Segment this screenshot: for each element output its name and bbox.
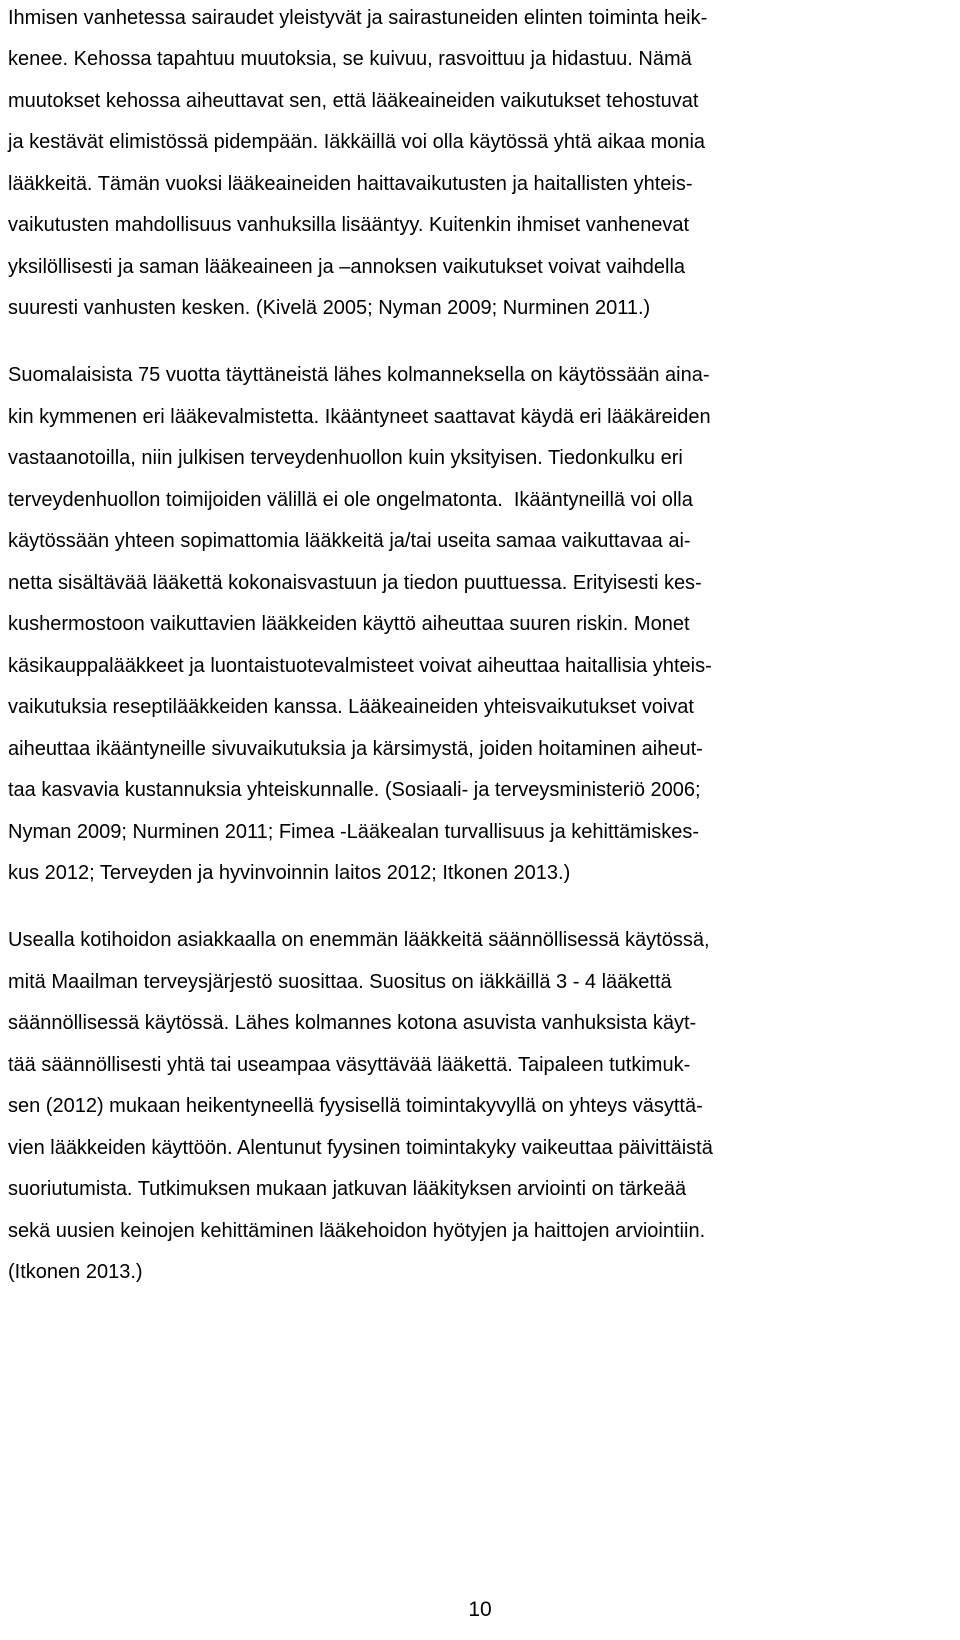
text-line: lääkkeitä. Tämän vuoksi lääkeaineiden haittavaikutusten ja haitallisten yhteis-: [8, 173, 693, 195]
text-line: suuresti vanhusten kesken. (Kivelä 2005; Nyman 2009; Nurminen 2011.): [8, 297, 651, 319]
text-line: Suomalaisista 75 vuotta täyttäneistä lähes kolmanneksella on käytössään aina-: [8, 364, 710, 386]
text-line: yksilöllisesti ja saman lääkeaineen ja –annoksen vaikutukset voivat vaihdella: [8, 256, 686, 278]
text-line: (Itkonen 2013.): [8, 1261, 143, 1283]
text-line: kushermostoon vaikuttavien lääkkeiden käyttö aiheuttaa suuren riskin. Monet: [8, 613, 690, 635]
text-line: sen (2012) mukaan heikentyneellä fyysisellä toimintakyvyllä on yhteys väsyttä-: [8, 1095, 703, 1117]
text-line: terveydenhuollon toimijoiden välillä ei ole ongelmatonta. Ikääntyneillä voi olla: [8, 489, 693, 511]
text-line: käytössään yhteen sopimattomia lääkkeitä ja/tai useita samaa vaikuttavaa ai-: [8, 530, 691, 552]
text-line: sekä uusien keinojen kehittäminen lääkehoidon hyötyjen ja haittojen arviointiin.: [8, 1220, 706, 1242]
text-line: tää säännöllisesti yhtä tai useampaa väsyttävää lääkettä. Taipaleen tutkimuk-: [8, 1054, 691, 1076]
text-line: ja kestävät elimistössä pidempään. Iäkkäillä voi olla käytössä yhtä aikaa monia: [8, 131, 706, 153]
text-line: muutokset kehossa aiheuttavat sen, että lääkeaineiden vaikutukset tehostuvat: [8, 90, 699, 112]
text-line: suoriutumista. Tutkimuksen mukaan jatkuvan lääkityksen arviointi on tärkeää: [8, 1178, 687, 1200]
text-line: aiheuttaa ikääntyneille sivuvaikutuksia ja kärsimystä, joiden hoitaminen aiheut-: [8, 738, 703, 760]
text-line: taa kasvavia kustannuksia yhteiskunnalle. (Sosiaali- ja terveysministeriö 2006;: [8, 779, 701, 801]
text-line: kin kymmenen eri lääkevalmistetta. Ikääntyneet saattavat käydä eri lääkäreiden: [8, 406, 711, 428]
text-line: vastaanotoilla, niin julkisen terveydenhuollon kuin yksityisen. Tiedonkulku eri: [8, 447, 683, 469]
text-line: vaikutusten mahdollisuus vanhuksilla lisääntyy. Kuitenkin ihmiset vanhenevat: [8, 214, 690, 236]
text-line: kus 2012; Terveyden ja hyvinvoinnin laitos 2012; Itkonen 2013.): [8, 862, 571, 884]
text-line: säännöllisessä käytössä. Lähes kolmannes kotona asuvista vanhuksista käyt-: [8, 1012, 697, 1034]
text-line: kenee. Kehossa tapahtuu muutoksia, se kuivuu, rasvoittuu ja hidastuu. Nämä: [8, 48, 692, 70]
text-line: käsikauppalääkkeet ja luontaistuotevalmisteet voivat aiheuttaa haitallisia yhteis-: [8, 655, 712, 677]
text-line: netta sisältävää lääkettä kokonaisvastuun ja tiedon puuttuessa. Erityisesti kes-: [8, 572, 702, 594]
text-line: Nyman 2009; Nurminen 2011; Fimea -Lääkealan turvallisuus ja kehittämiskes-: [8, 821, 700, 843]
text-line: mitä Maailman terveysjärjestö suosittaa. Suositus on iäkkäillä 3 - 4 lääkettä: [8, 971, 672, 993]
text-line: vien lääkkeiden käyttöön. Alentunut fyysinen toimintakyky vaikeuttaa päivittäistä: [8, 1137, 713, 1159]
page-number: 10: [468, 1598, 492, 1621]
text-line: Usealla kotihoidon asiakkaalla on enemmän lääkkeitä säännöllisessä käytössä,: [8, 929, 710, 951]
text-line: Ihmisen vanhetessa sairaudet yleistyvät ja sairastuneiden elinten toiminta heik-: [8, 7, 708, 29]
text-line: vaikutuksia reseptilääkkeiden kanssa. Lääkeaineiden yhteisvaikutukset voivat: [8, 696, 694, 718]
